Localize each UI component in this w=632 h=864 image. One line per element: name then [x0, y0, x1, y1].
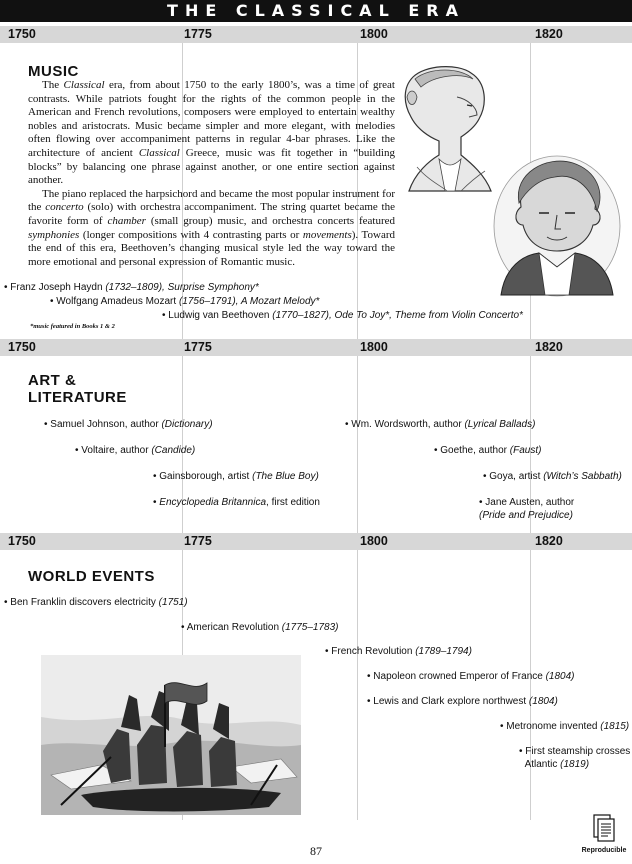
music-text — [28, 79, 395, 269]
grid-line — [357, 356, 358, 534]
document-icon — [593, 814, 615, 842]
page-title: THE CLASSICAL ERA — [0, 0, 632, 22]
art-item: • Wm. Wordsworth, author (Lyrical Ballads) — [345, 419, 536, 430]
timeline-year: 1750 — [8, 27, 36, 41]
page-number: 87 — [310, 844, 322, 858]
mozart-portrait — [395, 63, 505, 193]
beethoven-portrait — [493, 155, 621, 297]
grid-line — [530, 550, 531, 820]
art-heading: ART & LITERATURE — [28, 372, 127, 406]
delaware-crossing-painting — [41, 655, 301, 815]
timeline-year: 1800 — [360, 534, 388, 548]
art-item: • Samuel Johnson, author (Dictionary) — [44, 419, 213, 430]
timeline-year: 1750 — [8, 534, 36, 548]
art-item: • Jane Austen, author (Pride and Prejudice) — [479, 497, 575, 521]
world-item: • Metronome invented (1815) — [500, 721, 630, 732]
timeline-bar — [0, 26, 632, 43]
timeline-bar — [0, 533, 632, 550]
art-item: • Goethe, author (Faust) — [434, 445, 542, 456]
reproducible-label: Reproducible — [581, 847, 627, 854]
world-item: • French Revolution (1789–1794) — [325, 646, 472, 657]
world-heading: WORLD EVENTS — [28, 568, 155, 585]
world-item: • Ben Franklin discovers electricity (1751) — [4, 597, 188, 608]
music-paragraph-2: The piano replaced the harpsichord and became the most popular instrument for the concerto (solo) with orchestra accompaniment. The string quartet became the favorite form of chamber (small group) music, and orchestra concerts featured symphonies (longer compositions with 4 contrasting parts or movements). Toward the end of this era, Beethoven’s changing musical style led the way toward the more emotional and personal expression of Romantic music. — [28, 187, 396, 268]
art-item: • Voltaire, author (Candide) — [75, 445, 196, 456]
timeline-year: 1800 — [360, 27, 388, 41]
composer-item: • Ludwig van Beethoven (1770–1827), Ode To Joy*, Theme from Violin Concerto* — [162, 310, 523, 321]
music-paragraph-1: The Classical era, from about 1750 to the early 1800’s, was a time of great contrasts. While patriots fought for the rights of the common people in the American and French revolutions, composers were employed to entertain wealthy nobles and aristocrats. Music became simpler and more elegant, with melodies often flowing over accompaniment patterns in regular 4-bar phrases. Like the architecture of ancient Classical Greece, music was fit together in “building blocks” by balancing one phrase against another, or one entire section against another. — [28, 79, 395, 187]
timeline-year: 1820 — [535, 534, 563, 548]
world-item: • American Revolution (1775–1783) — [181, 622, 339, 633]
music-footnote: *music featured in Books 1 & 2 — [30, 323, 115, 330]
timeline-year: 1820 — [535, 27, 563, 41]
world-item: • Napoleon crowned Emperor of France (1804) — [367, 671, 575, 682]
art-item: • Encyclopedia Britannica, first edition — [153, 497, 320, 508]
timeline-year: 1775 — [184, 27, 212, 41]
timeline-bar — [0, 339, 632, 356]
timeline-year: 1775 — [184, 534, 212, 548]
timeline-year: 1820 — [535, 340, 563, 354]
composer-item: • Wolfgang Amadeus Mozart (1756–1791), A Mozart Melody* — [50, 296, 320, 307]
art-item: • Goya, artist (Witch’s Sabbath) — [483, 471, 622, 482]
grid-line — [357, 550, 358, 820]
music-heading: MUSIC — [28, 63, 79, 80]
world-item: • Lewis and Clark explore northwest (1804) — [367, 696, 558, 707]
composer-item: • Franz Joseph Haydn (1732–1809), Surprise Symphony* — [4, 282, 259, 293]
world-item: • First steamship crosses Atlantic (1819) — [519, 746, 631, 770]
timeline-year: 1800 — [360, 340, 388, 354]
reproducible-badge — [579, 814, 629, 854]
art-item: • Gainsborough, artist (The Blue Boy) — [153, 471, 319, 482]
timeline-year: 1775 — [184, 340, 212, 354]
timeline-year: 1750 — [8, 340, 36, 354]
